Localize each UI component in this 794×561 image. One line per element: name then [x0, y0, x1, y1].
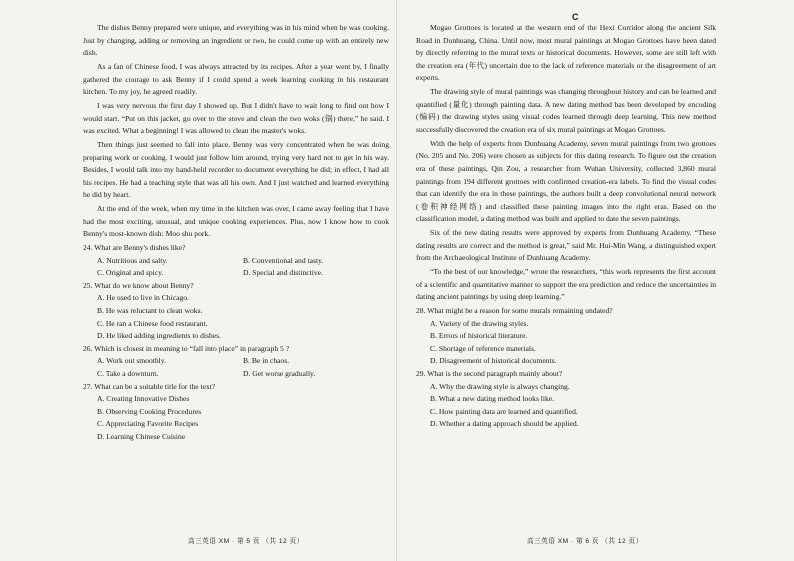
answer-options	[416, 318, 716, 368]
passage-paragraph: Then things just seemed to fall into place. Benny was very concentrated when he was doing preparing work or cooking. I would just follow him around, trying very hard not to get in his way. Besides, I would talk into my hand-held recorder to document everything he did; in effect, I had all his recipes. He had a teaching style that was all his own. And I just watched and learned everything he did by heart.	[83, 139, 389, 200]
answer-options	[83, 393, 389, 443]
answer-option: D. Special and distinctive.	[243, 268, 323, 278]
passage-paragraph: “To the best of our knowledge,” wrote the researchers, “this work represents the first account of a scientific and quantitative manner to support the era prediction and reduce the uncertainties in dating ancient paintings by using deep learning.”	[416, 267, 716, 302]
passage-paragraph: With the help of experts from Dunhuang Academy, seven mural paintings from two grottoes (No. 205 and No. 206) were chosen as subjects for this dating research. To figure out the creation era of these paintings, Qin Zou, a researcher from Wuhan University, collected 3,860 mural paintings from 194 different grottoes with confirmed creation-era labels. To find the visual codes that can identify the era in these paintings, the authors built a deep convolutional neural network (卷积神经网络) and classified these painting images into the right eras. Based on the classification model, a dating method was built and applied to date the seven paintings.	[416, 138, 716, 224]
left-questions	[83, 242, 389, 444]
question-stem: 24. What are Benny's dishes like?	[83, 243, 186, 253]
question-stem: 29. What is the second paragraph mainly about?	[416, 368, 563, 378]
question-stem: 27. What can be a suitable title for the text?	[83, 381, 216, 391]
answer-option: C. Original and spicy.	[97, 268, 164, 278]
question-block	[83, 280, 389, 343]
question-block	[416, 368, 716, 431]
answer-option: D. Learning Chinese Cuisine	[97, 431, 186, 441]
passage-paragraph: The drawing style of mural paintings was changing throughout history and can be learned and quantified (量化) through painting data. A new dating method has been developed by encoding (编码) the drawing styles using visual codes learned through deep learning. This new method successfully discovered the creation era of six mural paintings at Mogao Grottoes.	[416, 87, 716, 134]
right-questions	[416, 305, 716, 431]
right-footer: 高三英语 XM · 第 6 页 （共 12 页）	[527, 538, 643, 545]
answer-option: A. Variety of the drawing styles.	[430, 318, 529, 328]
answer-option: B. He was reluctant to clean woks.	[97, 306, 203, 315]
passage-paragraph: Six of the new dating results were approved by experts from Dunhuang Academy. “These dating results are correct and the method is great,” said Mr. Hui-Min Wang, a distinguished expert from the Archaeological Institute of Dunhuang Academy.	[416, 228, 716, 263]
answer-options	[416, 381, 716, 431]
left-column	[83, 22, 389, 444]
answer-option: A. He used to live in Chicago.	[97, 293, 189, 303]
right-passage	[416, 22, 716, 304]
answer-option: D. Get worse gradually.	[243, 368, 316, 378]
answer-options	[83, 355, 389, 380]
question-block	[83, 242, 389, 280]
question-block	[83, 343, 389, 381]
answer-options	[83, 255, 389, 280]
answer-option: A. Creating Innovative Dishes	[97, 394, 190, 404]
answer-option: B. Errors of historical literature.	[430, 331, 528, 341]
answer-option: C. Shortage of reference materials.	[430, 343, 536, 353]
answer-option: C. Take a downturn.	[97, 368, 159, 378]
answer-option: C. He ran a Chinese food restaurant.	[97, 318, 208, 328]
question-stem: 28. What might be a reason for some murals remaining undated?	[416, 306, 613, 315]
passage-paragraph: As a fan of Chinese food, I was always attracted by its recipes. After a year went by, I finally gathered the courage to ask Benny if I could spend a week learning cooking in his restaurant kitchen. To my joy, he agreed readily.	[83, 61, 389, 97]
answer-option: D. He liked adding ingredients to dishes.	[97, 331, 222, 341]
answer-options	[83, 292, 389, 342]
answer-option: B. Be in chaos.	[243, 356, 290, 366]
answer-option: B. What a new dating method looks like.	[430, 394, 555, 404]
left-footer: 高三英语 XM · 第 5 页 （共 12 页）	[188, 538, 304, 545]
right-page	[397, 0, 794, 561]
answer-option: D. Disagreement of historical documents.	[430, 356, 557, 366]
question-stem: 25. What do we know about Benny?	[83, 280, 194, 290]
question-block	[83, 381, 389, 444]
answer-option: A. Why the drawing style is always changing.	[430, 381, 570, 391]
question-block	[416, 305, 716, 368]
passage-paragraph: At the end of the week, when my time in the kitchen was over, I came away feeling that I have had the most exciting, unusual, and unique cooking experiences. Plus, now I know how to cook Benny's most-known dish: Moo shu pork.	[83, 204, 389, 239]
answer-option: A. Work out smoothly.	[97, 356, 166, 366]
passage-paragraph: I was very nervous the first day I showed up. But I didn't have to wait long to find out how I would start. “Put on this jacket, go over to the stove and clean the two woks (锅) there,” he said. I was excited. What a beginning! I was allowed to clean the master's woks.	[83, 100, 389, 136]
answer-option: C. Appreciating Favorite Recipes	[97, 419, 199, 429]
right-column	[416, 22, 716, 431]
question-stem: 26. Which is closest in meaning to “fall into place” in paragraph 5 ?	[83, 343, 290, 353]
answer-option: B. Observing Cooking Procedures	[97, 406, 202, 416]
left-passage	[83, 22, 389, 241]
answer-option: A. Nutritious and salty.	[97, 255, 168, 265]
answer-option: C. How painting data are learned and quantified.	[430, 406, 578, 416]
answer-option: B. Conventional and tasty.	[243, 255, 324, 265]
answer-option: D. Whether a dating approach should be applied.	[430, 419, 579, 429]
passage-paragraph: The dishes Benny prepared were unique, and everything was in his mind when he was cooking. Just by changing, adding or removing an ingredient or two, he could come up with an entirely new dish.	[83, 23, 389, 58]
section-letter: C	[572, 12, 579, 22]
passage-paragraph: Mogao Grottoes is located at the western end of the Hexi Corridor along the ancient Silk Road in Dunhuang, China. Until now, most mural paintings at Mogao Grottoes have been dated by directly referring to the mural texts or historical documents. However, some are still left with the creation era (年代) uncertain due to the lack of reference materials or the disagreement of art experts.	[416, 23, 716, 83]
